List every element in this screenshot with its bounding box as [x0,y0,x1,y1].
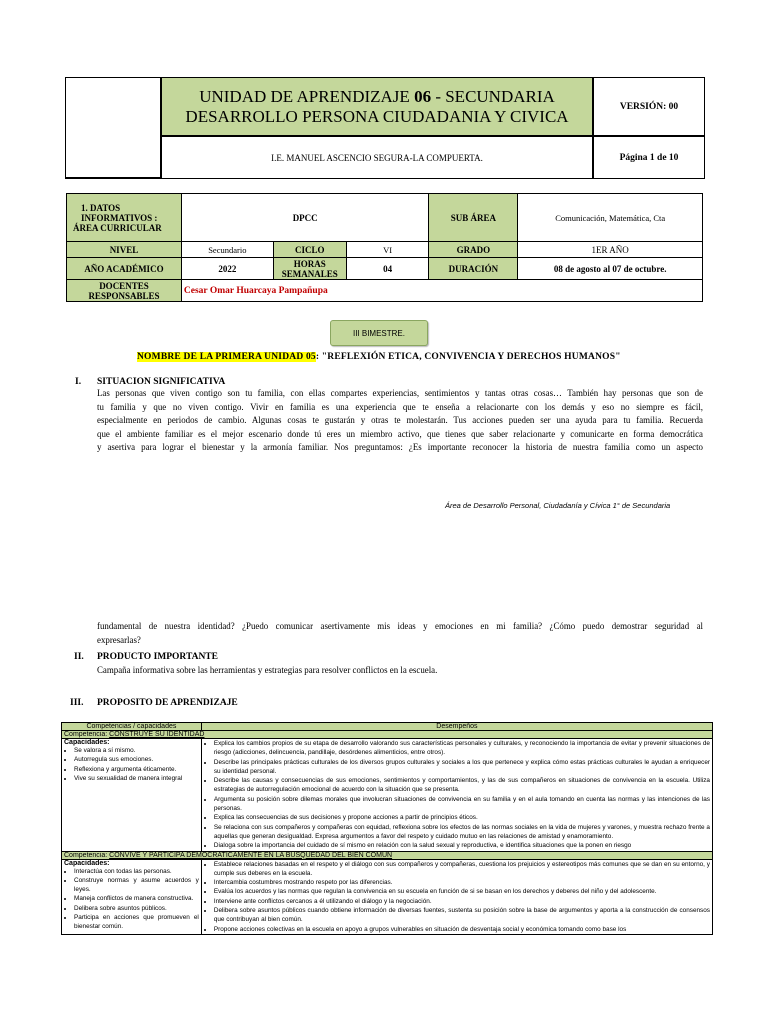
grado-label: GRADO [429,242,518,258]
capacity-item: • Vive su sexualidad de manera integral [74,774,199,783]
desempeno-item: • Propone acciones colectivas en la escuela en apoyo a grupos vulnerables en situación de desventaja social y económica tomando como base los [214,925,710,934]
section-2-text: Campaña informativa sobre las herramientas y estrategias para resolver conflictos en la escuela. [97,665,438,675]
horas-value: 04 [346,258,429,280]
section-1-title: SITUACION SIGNIFICATIVA [97,377,226,387]
desempeno-item: • Interviene ante conflictos cercanos a él utilizando el diálogo y la negociación. [214,897,710,906]
horas-label: HORAS SEMANALES [273,258,346,280]
anio-value: 2022 [181,258,273,280]
anio-label: AÑO ACADÉMICO [67,258,182,280]
bimestre-badge: III BIMESTRE. [330,320,428,346]
nivel-label: NIVEL [67,242,182,258]
desempeno-item: • Delibera sobre asuntos públicos cuando obtiene información de diversas fuentes, sustenta su posición sobre la base de argumentos y aporta a la construcción de consensos que contribuyan al bien común. [214,906,710,925]
section-2-number: II. [74,652,84,662]
desempeno-item: • Se relaciona con sus compañeros y compañeras con equidad, reflexiona sobre los efectos de las normas sociales en la vida de mujeres y varones, y muestra rechazo frente a aquellas que generan desigualdad. Expresa argumentos a favor del respeto y cuidado mutuo en las relaciones de amistad y enamoramiento. [214,823,710,842]
duracion-label: DURACIÓN [429,258,518,280]
desempeno-item: • Evalúa los acuerdos y las normas que regulan la convivencia en su escuela en función de si se basan en los derechos y deberes del niño y del adolescente. [214,887,710,896]
desempenos-cell [201,859,712,934]
capacities-cell: Capacidades: • Interactúa con todas las personas. • Construye normas y asume acuerdos y leyes. • Maneja conflictos de manera constructiva. • Delibera sobre asuntos públicos. • Participa en acciones que promueven el bienestar común. [62,859,202,934]
page-footer-note: Área de Desarrollo Personal, Ciudadanía y Cívica 1° de Secundaria [445,501,671,510]
ciclo-label: CICLO [273,242,346,258]
section-1-continuation: fundamental de nuestra identidad? ¿Puedo comunicar asertivamente mis ideas y emociones en mi familia? ¿Cómo puedo demostrar seguridad al expresarlas? [97,621,703,645]
capacity-item: • Se valora a sí mismo. [74,746,199,755]
capacity-item: • Reflexiona y argumenta éticamente. [74,765,199,774]
capacity-item: • Maneja conflictos de manera constructiva. [74,894,199,903]
capacities-cell: Capacidades: • Se valora a sí mismo. • Autorregula sus emociones. • Reflexiona y argumenta éticamente. • Vive su sexualidad de manera integral [62,739,202,852]
section-3-number: III. [70,698,84,708]
col-desempenos-header: Desempeños [201,723,712,731]
desempeno-item: • Explica las consecuencias de sus decisiones y propone acciones a partir de principios éticos. [214,813,710,822]
page-number: Página 1 de 10 [593,136,704,178]
desempeno-item: • Dialoga sobre la importancia del cuidado de sí mismo en relación con la salud sexual y reproductiva, e identifica situaciones que la ponen en riesgo [214,841,710,850]
info-table [66,193,703,302]
header-subtitle: DESARROLLO PERSONA CIUDADANIA Y CIVICA [185,106,569,126]
ciclo-value: VI [346,242,429,258]
capacity-item: • Interactúa con todas las personas. [74,867,199,876]
duracion-value: 08 de agosto al 07 de octubre. [518,258,703,280]
desempeno-item: • Intercambia costumbres mostrando respeto por las diferencias. [214,878,710,887]
grado-value: 1ER AÑO [518,242,703,258]
school-name: I.E. MANUEL ASCENCIO SEGURA-LA COMPUERTA. [161,136,593,178]
unit-title: NOMBRE DE LA PRIMERA UNIDAD 05: "REFLEXIÓN ETICA, CONVIVENCIA Y DERECHOS HUMANOS" [137,352,621,362]
capacity-item: • Participa en acciones que promueven el bienestar común. [74,913,199,932]
docentes-label: DOCENTES RESPONSABLES [67,280,182,302]
datos-cell: 1. DATOS INFORMATIVOS : ÁREA CURRICULAR [67,194,182,242]
section-1-paragraph: Las personas que viven contigo son tu familia, con ellas compartes experiencias, sentimientos y tantas otras cosas… También hay personas que son de tu familia y que no viven contigo. Vivir en familia es una experiencia que te enseña a relacionarte con los demás y eso no siempre es fácil, especialmente en periodos de cambio. Algunas cosas te gustarán y otras te molestarán. Tus acciones pueden ser una ayuda para tu familia. Recuerda que el ambiente familiar es el mejor escenario donde tú eres un miembro activo, que tienes que saber relacionarte y comunicarte en forma democrática y asertiva para lograr el bienestar y la armonía familiar. Nos preguntamos: ¿Es importante reconocer la historia de nuestra familia como un aspecto [97,388,703,452]
capacity-item: • Autorregula sus emociones. [74,755,199,764]
nivel-value: Secundario [181,242,273,258]
competency-title-row: Competencia: CONVIVE Y PARTICIPA DEMOCRATICAMENTE EN LA BUSQUEDAD DEL BIEN COMUN [62,851,713,859]
desempeno-item: • Argumenta su posición sobre dilemas morales que involucran situaciones de convivencia en su familia y en el aula tomando en cuenta las normas y las intenciones de las personas. [214,795,710,814]
section-2-title: PRODUCTO IMPORTANTE [97,652,218,662]
competency-title-row: Competencia: CONSTRUYE SU IDENTIDAD [62,731,713,739]
area-value: DPCC [181,194,429,242]
desempenos-cell [201,739,712,852]
desempeno-item: • Describe las principales prácticas culturales de los diversos grupos culturales y sociales a los que pertenece y explica cómo estas prácticas culturales le ayudan a enriquecer su identidad personal. [214,758,710,777]
section-3-title: PROPOSITO DE APRENDIZAJE [97,698,238,708]
capacity-item: • Delibera sobre asuntos públicos. [74,904,199,913]
section-1-number: I. [75,377,82,387]
capacity-item: • Construye normas y asume acuerdos y leyes. [74,876,199,895]
document-header [65,77,705,179]
desempeno-item: • Explica los cambios propios de su etapa de desarrollo valorando sus características personales y culturales, y reconociendo la importancia de evitar y prevenir situaciones de riesgo (adicciones, delincuencia, pandillaje, desórdenes alimenticios, entre otros). [214,739,710,758]
sub-area-value: Comunicación, Matemática, Cta [518,194,703,242]
header-logo-cell [66,78,161,178]
competencies-table [61,722,713,935]
col-competencias-header: Competencias / capacidades [62,723,202,731]
header-title: UNIDAD DE APRENDIZAJE 06 - SECUNDARIA DESARROLLO PERSONA CIUDADANIA Y CIVICA [161,78,593,136]
desempeno-item: • Describe las causas y consecuencias de sus emociones, sentimientos y comportamientos, y las de sus compañeros en situaciones de convivencia en la escuela. Utiliza estrategias de autorregulación emocional de acuerdo con la situación que se presenta. [214,776,710,795]
version-label: VERSIÓN: 00 [593,78,704,136]
docentes-value: Cesar Omar Huarcaya Pampañupa [181,280,702,302]
sub-area-label: SUB ÁREA [429,194,518,242]
desempeno-item: • Establece relaciones basadas en el respeto y el diálogo con sus compañeros y compañeras, cuestiona los prejuicios y estereotipos más comunes que se dan en su entorno, y cumple sus deberes en la escuela. [214,860,710,879]
